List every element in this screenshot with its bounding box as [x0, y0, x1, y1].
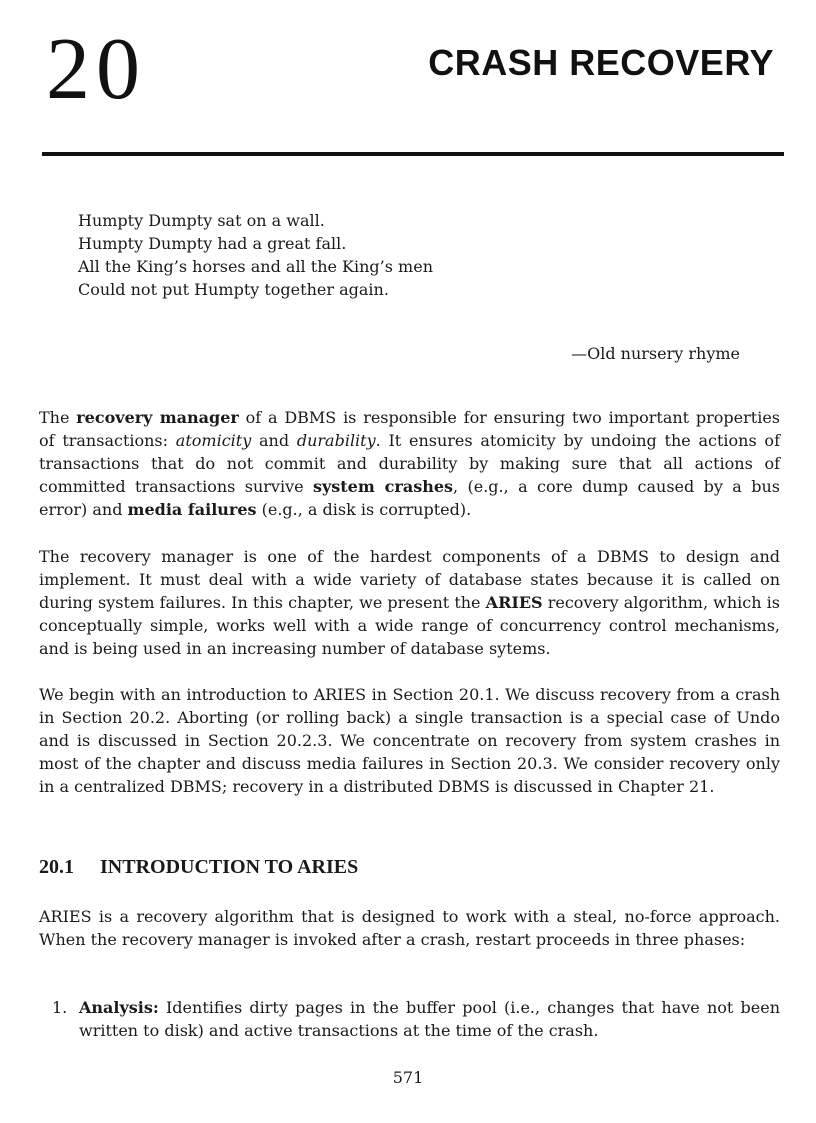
phase-list	[52, 996, 780, 1042]
epigraph-line: Humpty Dumpty had a great fall.	[78, 234, 347, 253]
epigraph-line: Could not put Humpty together again.	[78, 280, 389, 299]
section-heading	[39, 856, 358, 879]
chapter-title: CRASH RECOVERY	[428, 42, 774, 83]
text: and	[251, 431, 297, 450]
chapter-number: 20	[46, 21, 146, 118]
paragraph-recovery-manager	[39, 406, 780, 521]
term-media-failures: media failures	[127, 500, 257, 519]
paragraph-aries-intro	[39, 545, 780, 660]
epigraph-attribution: —Old nursery rhyme	[571, 344, 740, 363]
list-item	[52, 996, 780, 1042]
epigraph-line: All the King’s horses and all the King’s men	[78, 257, 433, 276]
term-recovery-manager: recovery manager	[76, 408, 239, 427]
text: Identifies dirty pages in the buffer pool (i.e., changes that have not been written to disk) and active transactions at the time of the crash.	[79, 998, 780, 1040]
text: . It ensures atomicity by undoing the actions of transactions that do not commit and durability by making sure that all actions of committed transactions survive	[39, 431, 780, 496]
text: (e.g., a disk is corrupted).	[256, 500, 472, 519]
text: , (e.g., a core dump caused by a bus error) and	[39, 477, 780, 519]
chapter-rule	[42, 152, 784, 156]
paragraph-aries-phases: ARIES is a recovery algorithm that is designed to work with a steal, no-force approach. When the recovery manager is invoked after a crash, restart proceeds in three phases:	[39, 907, 780, 949]
list-body	[79, 996, 780, 1042]
term-system-crashes: system crashes	[312, 477, 454, 496]
text: The	[39, 408, 77, 427]
term-atomicity: atomicity	[175, 431, 252, 450]
term-durability: durability	[296, 431, 376, 450]
term-analysis: Analysis:	[79, 998, 159, 1017]
text: recovery algorithm, which is conceptually simple, works well with a wide range of concurrency control mechanisms, and is being used in an increasing number of database sytems.	[39, 593, 781, 658]
section-title: INTRODUCTION TO ARIES	[100, 856, 359, 878]
section-number: 20.1	[39, 856, 74, 878]
text: The recovery manager is one of the hardest components of a DBMS to design and implement. It must deal with a wide variety of database states because it is called on during system failures. In this chapter, we present the	[39, 547, 780, 612]
paragraph-chapter-overview: We begin with an introduction to ARIES in Section 20.1. We discuss recovery from a crash in Section 20.2. Aborting (or rolling back) a single transaction is a special case of Undo and is discussed in Section 20.2.3. We concentrate on recovery from system crashes in most of the chapter and discuss media failures in Section 20.3. We consider recovery only in a centralized DBMS; recovery in a distributed DBMS is discussed in Chapter 21.	[39, 685, 780, 796]
list-number: 1.	[52, 998, 68, 1017]
term-aries: ARIES	[485, 593, 543, 612]
epigraph	[78, 209, 433, 301]
text: of a DBMS is responsible for ensuring two important properties of transactions:	[39, 408, 781, 450]
epigraph-line: Humpty Dumpty sat on a wall.	[78, 211, 325, 230]
page-number: 571	[392, 1068, 424, 1087]
